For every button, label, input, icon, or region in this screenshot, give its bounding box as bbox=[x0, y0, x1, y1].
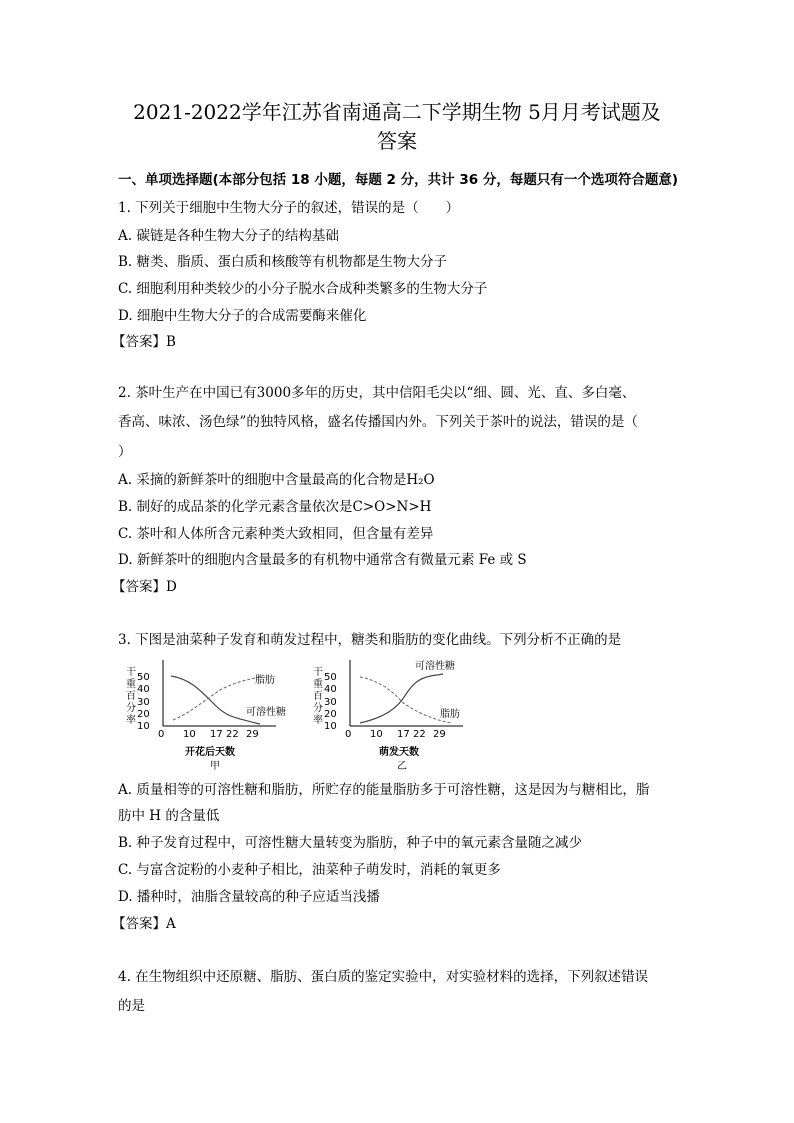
y-axis-title: 干重百分率 bbox=[123, 666, 135, 726]
fat-label: 脂肪 bbox=[255, 675, 275, 686]
x-tick: 10 bbox=[183, 729, 196, 740]
q2-stem-3: ） bbox=[118, 444, 132, 460]
x-tick: 29 bbox=[433, 729, 446, 740]
fat-curve bbox=[360, 677, 452, 723]
q1-option-c: C. 细胞利用种类较少的小分子脱水合成种类繁多的生物大分子 bbox=[118, 281, 488, 297]
q1-option-b: B. 糖类、脂质、蛋白质和核酸等有机物都是生物大分子 bbox=[118, 254, 448, 270]
q2-stem-2: 香高、味浓、汤色绿”的独特风格，盛名传播国内外。下列关于茶叶的说法，错误的是（ bbox=[118, 414, 638, 430]
sugar-curve bbox=[360, 674, 443, 723]
sugar-label: 可溶性糖 bbox=[246, 707, 286, 718]
y-axis-title: 干重百分率 bbox=[310, 666, 322, 726]
q4-stem-2: 的是 bbox=[118, 998, 145, 1014]
q2-option-c: C. 茶叶和人体所含元素种类大致相同，但含量有差异 bbox=[118, 526, 434, 542]
y-tick: 20 bbox=[137, 709, 150, 720]
x-tick: 22 bbox=[226, 729, 239, 740]
q3-option-c: C. 与富含淀粉的小麦种子相比，油菜种子萌发时，消耗的氧更多 bbox=[118, 862, 501, 878]
doc-title-line1: 2021-2022学年江苏省南通高二下学期生物 5月月考试题及 bbox=[133, 100, 661, 124]
figure-yi bbox=[311, 659, 464, 772]
y-tick: 30 bbox=[324, 697, 337, 708]
q2-option-d: D. 新鲜茶叶的细胞内含量最多的有机物中通常含有微量元素 Fe 或 S bbox=[118, 552, 527, 568]
sugar-label: 可溶性糖 bbox=[415, 661, 455, 672]
section-heading: 一、单项选择题(本部分包括 18 小题，每题 2 分，共计 36 分，每题只有一个选项符合题意) bbox=[118, 172, 679, 188]
y-tick: 50 bbox=[137, 672, 150, 683]
fat-label: 脂肪 bbox=[440, 709, 460, 720]
x-tick: 29 bbox=[246, 729, 259, 740]
y-tick: 10 bbox=[137, 721, 150, 732]
y-tick: 10 bbox=[324, 721, 337, 732]
q3-option-a-2: 肪中 H 的含量低 bbox=[118, 808, 220, 824]
y-tick: 30 bbox=[137, 697, 150, 708]
figure-caption: 甲 bbox=[210, 761, 220, 772]
q2-stem-1: 2. 茶叶生产在中国已有3000多年的历史，其中信阳毛尖以“细、圆、光、直、多白毫、 bbox=[118, 385, 636, 401]
q1-option-d: D. 细胞中生物大分子的合成需要酶来催化 bbox=[118, 308, 367, 324]
x-tick: 22 bbox=[413, 729, 426, 740]
doc-title-line2: 答案 bbox=[377, 129, 417, 153]
q1-stem: 1. 下列关于细胞中生物大分子的叙述，错误的是（ ） bbox=[118, 200, 460, 216]
x-tick: 17 bbox=[210, 729, 223, 740]
x-tick: 0 bbox=[345, 729, 352, 740]
q3-answer: 【答案】A bbox=[112, 916, 176, 932]
y-tick: 40 bbox=[324, 684, 337, 695]
q3-option-d: D. 播种时，油脂含量较高的种子应适当浅播 bbox=[118, 889, 380, 905]
q3-stem: 3. 下图是油菜种子发育和萌发过程中，糖类和脂肪的变化曲线。下列分析不正确的是 bbox=[118, 632, 622, 648]
q4-stem-1: 4. 在生物组织中还原糖、脂肪、蛋白质的鉴定实验中，对实验材料的选择，下列叙述错误 bbox=[118, 969, 649, 985]
figure-jia bbox=[124, 660, 287, 772]
x-tick: 0 bbox=[158, 729, 165, 740]
x-tick: 17 bbox=[397, 729, 410, 740]
q3-figure bbox=[110, 655, 480, 775]
q2-option-a: A. 采摘的新鲜茶叶的细胞中含量最高的化合物是H₂O bbox=[118, 472, 435, 488]
q3-option-a-1: A. 质量相等的可溶性糖和脂肪，所贮存的能量脂肪多于可溶性糖，这是因为与糖相比，脂 bbox=[118, 782, 650, 798]
y-tick: 20 bbox=[324, 709, 337, 720]
q3-option-b: B. 种子发育过程中，可溶性糖大量转变为脂肪，种子中的氧元素含量随之减少 bbox=[118, 835, 583, 851]
y-tick: 50 bbox=[324, 672, 337, 683]
x-tick: 10 bbox=[370, 729, 383, 740]
q2-option-b: B. 制好的成品茶的化学元素含量依次是C>O>N>H bbox=[118, 499, 432, 515]
q1-answer: 【答案】B bbox=[112, 334, 176, 350]
y-tick: 40 bbox=[137, 684, 150, 695]
x-axis-title: 开花后天数 bbox=[185, 747, 235, 758]
q1-option-a: A. 碳链是各种生物大分子的结构基础 bbox=[118, 228, 339, 244]
q2-answer: 【答案】D bbox=[112, 579, 177, 595]
x-axis-title: 萌发天数 bbox=[379, 747, 419, 758]
figure-caption: 乙 bbox=[397, 761, 407, 772]
